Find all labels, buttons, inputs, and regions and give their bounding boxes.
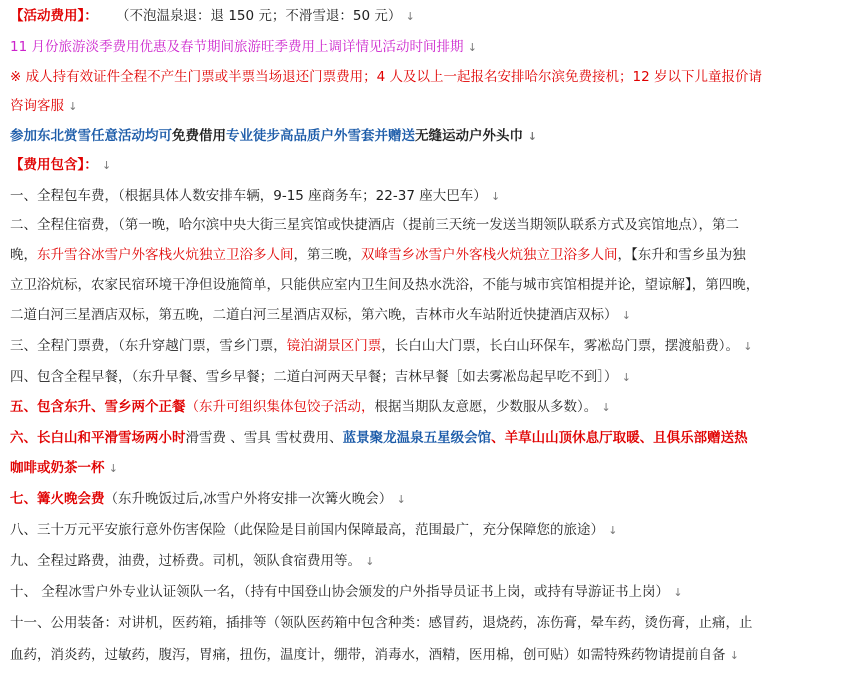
paragraph-mark: ↓: [729, 649, 740, 662]
item-2-text-2c: ，第三晚，: [293, 247, 361, 263]
fee-includes-heading: 【费用包含】：: [10, 157, 98, 173]
season-note-line: [10, 37, 477, 58]
item-6-line-1: [10, 428, 748, 448]
item-2-text-4: 二道白河三星酒店双标，第五晚，二道白河三星酒店双标，第六晚，吉林市火车站附近快捷酒店双标）: [10, 307, 618, 323]
item-3-text-a: 三、全程门票费，（东升穿越门票，雪乡门票，: [10, 338, 287, 354]
item-2-text-1: 二、全程住宿费，（第一晚，哈尔滨中央大街三星宾馆或快捷酒店（提前三天统一发送当期领队联系方式及宾馆地点），第二: [10, 217, 739, 233]
item-3: [10, 336, 753, 357]
bonus-part-4: 赠送: [388, 128, 415, 144]
item-4-text: 四、包含全程早餐，（东升早餐、雪乡早餐；二道白河两天早餐；吉林早餐［如去雾凇岛起早吃不到］）: [10, 369, 618, 385]
paragraph-mark: ↓: [621, 309, 632, 322]
item-2-line-3: [10, 275, 759, 295]
paragraph-mark: ↓: [673, 586, 683, 599]
paragraph-mark: ↓: [102, 159, 112, 172]
fee-includes-line: [10, 155, 111, 176]
warning-line-2: [10, 96, 78, 117]
item-1: [10, 186, 500, 207]
item-7-text-b: （东升晚饭过后,冰雪户外将安排一次篝火晚会）: [104, 491, 393, 507]
activity-fee-line: [10, 6, 415, 27]
paragraph-mark: ↓: [405, 10, 415, 23]
item-3-jingpo-lake: 镜泊湖景区门票: [286, 338, 382, 354]
paragraph-mark: ↓: [491, 190, 501, 203]
item-2-line-4: [10, 305, 631, 326]
activity-fee-heading: 【活动费用】：: [10, 8, 98, 24]
item-6-line-2: [10, 458, 118, 479]
item-11-line-2: [10, 645, 739, 666]
item-6-hot-spring: 蓝景聚龙温泉五星级会馆: [342, 430, 492, 446]
item-4: [10, 367, 631, 388]
paragraph-mark: ↓: [608, 524, 618, 537]
item-6-text-b: 滑雪费 、雪具 雪杖费用、: [185, 430, 343, 446]
item-6-text-d: 、羊草山山顶休息厅取暖、且俱乐部赠送热: [491, 430, 748, 446]
bonus-part-3: 专业徒步高品质户外雪套并: [226, 128, 388, 144]
activity-fee-text: （不泡温泉退：退 150 元；不滑雪退：50 元）: [116, 8, 402, 24]
item-2-text-2a: 晚，: [10, 247, 37, 263]
item-2-dongsheng-lodging: 东升雪谷冰雪户外客栈火炕独立卫浴多人间: [37, 247, 294, 263]
paragraph-mark: ↓: [527, 130, 537, 143]
bonus-line: [10, 126, 537, 147]
item-8: [10, 520, 618, 541]
item-11-text-2: 血药，消炎药，过敏药，腹泻，胃痛，扭伤，温度计，绷带，消毒水，酒精，医用棉，创可贴）如需特殊药物请提前自备: [10, 647, 726, 663]
paragraph-mark: ↓: [68, 100, 78, 113]
warning-text-2: 咨询客服: [10, 98, 64, 114]
item-11-line-1: [10, 613, 753, 633]
item-1-text: 一、全程包车费，（根据具体人数安排车辆，9-15 座商务车；22-37 座大巴车）: [10, 188, 487, 204]
paragraph-mark: ↓: [396, 493, 406, 506]
paragraph-mark: ↓: [108, 462, 119, 475]
item-7: [10, 489, 406, 510]
paragraph-mark: ↓: [365, 555, 375, 568]
item-6-text-a: 六、长白山和平滑雪场两小时: [10, 430, 186, 446]
item-10-text: 十、 全程冰雪户外专业认证领队一名，（持有中国登山协会颁发的户外指导员证书上岗，或持有导游证书上岗）: [10, 584, 670, 600]
item-2-text-2e: ，【东升和雪乡虽为独: [617, 247, 746, 263]
bonus-part-1: 参加东北赏雪任意活动均可: [10, 128, 172, 144]
paragraph-mark: ↓: [601, 401, 611, 414]
paragraph-mark: ↓: [467, 41, 477, 54]
paragraph-mark: ↓: [743, 340, 753, 353]
item-8-text: 八、三十万元平安旅行意外伤害保险（此保险是目前国内保障最高，范围最广，充分保障您的旅途）: [10, 522, 604, 538]
item-2-xuexiang-lodging: 双峰雪乡冰雪户外客栈火炕独立卫浴多人间: [361, 247, 618, 263]
item-3-text-c: ，长白山大门票，长白山环保车，雾凇岛门票，摆渡船费）。: [381, 338, 739, 354]
paragraph-mark: ↓: [621, 371, 632, 384]
item-9: [10, 551, 375, 572]
bonus-part-2: 免费借用: [172, 128, 226, 144]
item-2-line-2: [10, 245, 746, 265]
item-2-line-1: [10, 215, 739, 235]
season-note-text: 11 月份旅游淡季费用优惠及春节期间旅游旺季费用上调详情见活动时间排期: [10, 39, 464, 55]
warning-line-1: [10, 67, 762, 87]
item-5-text-a: 五、包含东升、雪乡两个正餐: [10, 399, 186, 415]
item-5-text-b: （东升可组织集体包饺子活动，: [185, 399, 375, 415]
item-7-text-a: 七、篝火晚会费: [10, 491, 105, 507]
item-9-text: 九、全程过路费，油费，过桥费。司机，领队食宿费用等。: [10, 553, 361, 569]
item-10: [10, 582, 683, 603]
item-2-text-3: 立卫浴炕标，农家民宿环境干净但设施简单，只能供应室内卫生间及热水洗浴，不能与城市宾馆相提并论，望谅解】，第四晚，: [10, 277, 760, 293]
item-11-text-1: 十一、公用装备：对讲机，医药箱，插排等（领队医药箱中包含种类：感冒药，退烧药，冻伤膏，晕车药，烫伤膏，止痛，止: [10, 615, 753, 631]
warning-text-1: ※ 成人持有效证件全程不产生门票或半票当场退还门票费用；4 人及以上一起报名安排哈尔滨免费接机；12 岁以下儿童报价请: [10, 69, 762, 85]
item-5: [10, 397, 611, 418]
item-5-text-c: 根据当期队友意愿，少数服从多数）。: [374, 399, 598, 415]
bonus-part-5: 无缝运动户外头巾: [415, 128, 523, 144]
item-6-text-e: 咖啡或奶茶一杯: [10, 460, 105, 476]
